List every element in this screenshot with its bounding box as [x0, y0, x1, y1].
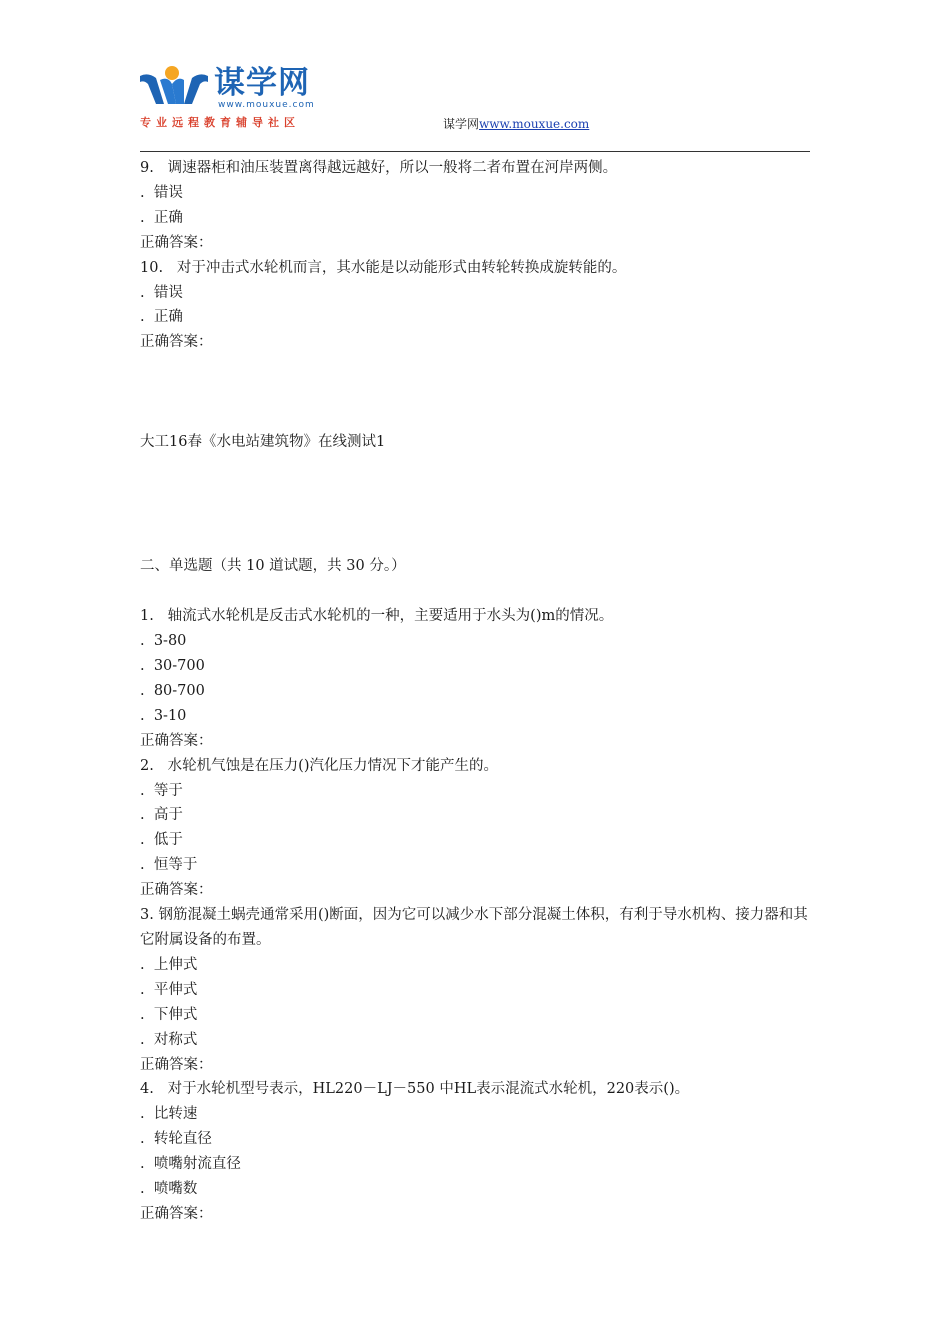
option: . 平伸式	[140, 978, 812, 1003]
book-sun-logo-icon	[138, 64, 210, 108]
option: . 正确	[140, 305, 812, 330]
question-text: 10. 对于冲击式水轮机而言，其水能是以动能形式由转轮转换成旋转能的。	[140, 259, 627, 276]
answer-label: 正确答案：	[140, 882, 213, 899]
header-divider	[140, 151, 810, 152]
question-block	[140, 604, 812, 753]
test-title: 大工16春《水电站建筑物》在线测试1	[140, 433, 386, 450]
option: . 比转速	[140, 1102, 812, 1127]
option: . 喷嘴射流直径	[140, 1152, 812, 1177]
logo-url: www.mouxue.com	[218, 100, 315, 110]
option: . 上伸式	[140, 953, 812, 978]
option: . 高于	[140, 803, 812, 828]
section-title: 二、单选题（共 10 道试题，共 30 分。）	[140, 558, 406, 575]
question-block	[140, 256, 812, 356]
question-text: 9. 调速器柜和油压装置离得越远越好，所以一般将二者布置在河岸两侧。	[140, 160, 618, 176]
header-site	[443, 115, 589, 132]
option: . 恒等于	[140, 853, 812, 878]
answer-label: 正确答案：	[140, 1056, 213, 1073]
option: . 转轮直径	[140, 1127, 812, 1152]
option: . 30-700	[140, 654, 812, 679]
question-text: 2. 水轮机气蚀是在压力()汽化压力情况下才能产生的。	[140, 757, 498, 774]
option: . 80-700	[140, 679, 812, 704]
option: . 对称式	[140, 1028, 812, 1053]
question-text: 1. 轴流式水轮机是反击式水轮机的一种，主要适用于水头为()m的情况。	[140, 608, 614, 625]
option: . 错误	[140, 181, 812, 206]
option: . 低于	[140, 828, 812, 853]
option: . 等于	[140, 779, 812, 804]
logo-name: 谋学网	[214, 65, 310, 101]
question-block	[140, 903, 812, 1077]
option: . 正确	[140, 206, 812, 231]
question-block	[140, 1077, 812, 1226]
question-text: 4. 对于水轮机型号表示，HL220－LJ－550 中HL表示混流式水轮机，220表示()。	[140, 1081, 690, 1098]
option: . 3-10	[140, 704, 812, 729]
answer-label: 正确答案：	[140, 334, 213, 351]
question-block	[140, 156, 812, 256]
logo-slogan: 专业远程教育辅导社区	[140, 116, 300, 129]
option: . 喷嘴数	[140, 1177, 812, 1202]
document-body	[140, 156, 812, 1227]
question-block	[140, 754, 812, 903]
header-link[interactable]: www.mouxue.com	[479, 117, 590, 131]
answer-label: 正确答案：	[140, 234, 213, 251]
option: . 3-80	[140, 629, 812, 654]
answer-label: 正确答案：	[140, 1205, 213, 1222]
logo	[138, 64, 338, 132]
answer-label: 正确答案：	[140, 732, 213, 749]
question-text: 3. 钢筋混凝土蜗壳通常采用()断面，因为它可以减少水下部分混凝土体积，有利于导水机构、接力器和其它附属设备的布置。	[140, 907, 808, 949]
option: . 错误	[140, 281, 812, 306]
header-site-name: 谋学网	[443, 117, 480, 131]
option: . 下伸式	[140, 1003, 812, 1028]
